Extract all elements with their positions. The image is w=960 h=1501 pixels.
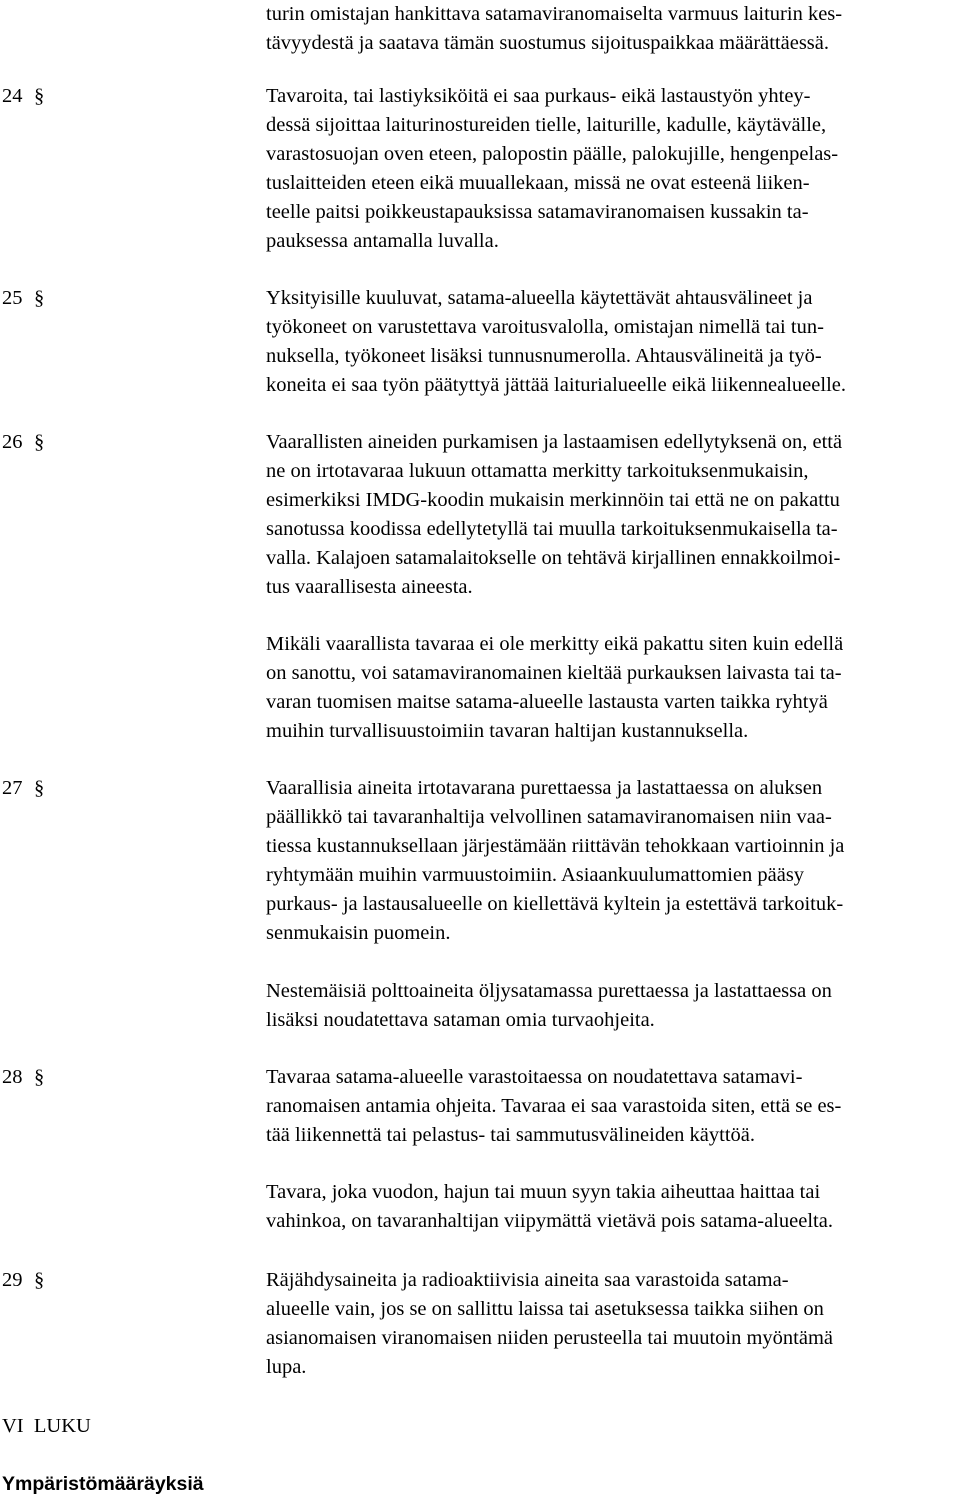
section-sign: §	[34, 431, 45, 453]
paragraph-line: päällikkö tai tavaranhaltija velvollinen satamaviranomaisen niin vaa-	[266, 806, 832, 828]
paragraph-line: ryhtymään muihin varmuustoimiin. Asiaankuulumattomien pääsy	[266, 864, 805, 886]
paragraph-line: pauksessa antamalla luvalla.	[266, 230, 499, 252]
paragraph-line: turin omistajan hankittava satamaviranomaiselta varmuus laiturin kes-	[266, 3, 843, 25]
paragraph-line: ne on irtotavaraa lukuun ottamatta merkitty tarkoituksenmukaisin,	[266, 460, 809, 482]
section-number: 29	[2, 1269, 23, 1291]
section-number: 27	[2, 777, 23, 799]
paragraph-line: ranomaisen antamia ohjeita. Tavaraa ei saa varastoida siten, että se es-	[266, 1095, 842, 1117]
paragraph-line: muihin turvallisuustoimiin tavaran haltijan kustannuksella.	[266, 720, 749, 742]
paragraph-line: tiessa kustannuksellaan järjestämään riittävän tehokkaan vartioinnin ja	[266, 835, 845, 857]
paragraph-line: dessä sijoittaa laiturinostureiden tielle, laiturille, kadulle, käytävälle,	[266, 114, 827, 136]
paragraph-line: työkoneet on varustettava varoitusvalolla, omistajan nimellä tai tun-	[266, 316, 824, 338]
section-number: 28	[2, 1066, 23, 1088]
paragraph-line: tää liikennettä tai pelastus- tai sammutusvälineiden käyttöä.	[266, 1124, 756, 1146]
paragraph-line: teelle paitsi poikkeustapauksissa satamaviranomaisen kussakin ta-	[266, 201, 809, 223]
paragraph-line: esimerkiksi IMDG-koodin mukaisin merkinnöin tai että ne on pakattu	[266, 489, 840, 511]
paragraph-line: tävyydestä ja saatava tämän suostumus sijoituspaikkaa määrättäessä.	[266, 32, 830, 54]
chapter-label: VI LUKU	[2, 1415, 91, 1437]
paragraph-line: asianomaisen viranomaisen niiden perusteella tai muutoin myöntämä	[266, 1327, 834, 1349]
section-number: 24	[2, 85, 23, 107]
paragraph-line: lisäksi noudatettava sataman omia turvaohjeita.	[266, 1009, 655, 1031]
paragraph-line: varan tuomisen maitse satama-alueelle lastausta varten taikka ryhtyä	[266, 691, 828, 713]
paragraph-line: Vaarallisia aineita irtotavarana purettaessa ja lastattaessa on aluksen	[266, 777, 823, 799]
paragraph-line: vahinkoa, on tavaranhaltijan viipymättä vietävä pois satama-alueelta.	[266, 1210, 833, 1232]
paragraph-line: koneita ei saa työn päätyttyä jättää laiturialueelle eikä liikennealueelle.	[266, 374, 846, 396]
section-sign: §	[34, 85, 45, 107]
paragraph-line: alueelle vain, jos se on sallittu laissa tai asetuksessa taikka siihen on	[266, 1298, 824, 1320]
paragraph-line: sanotussa koodissa edellytetyllä tai muulla tarkoituksenmukaisella ta-	[266, 518, 838, 540]
section-sign: §	[34, 1066, 45, 1088]
paragraph-line: tuslaitteiden eteen eikä muuallekaan, missä ne ovat esteenä liiken-	[266, 172, 810, 194]
paragraph-line: Yksityisille kuuluvat, satama-alueella käytettävät ahtausvälineet ja	[266, 287, 813, 309]
paragraph-line: Vaarallisten aineiden purkamisen ja lastaamisen edellytyksenä on, että	[266, 431, 843, 453]
paragraph-line: tus vaarallisesta aineesta.	[266, 576, 473, 598]
section-sign: §	[34, 287, 45, 309]
paragraph-line: Nestemäisiä polttoaineita öljysatamassa purettaessa ja lastattaessa on	[266, 980, 832, 1002]
paragraph-line: on sanottu, voi satamaviranomainen kieltää purkauksen laivasta tai ta-	[266, 662, 842, 684]
paragraph-line: Mikäli vaarallista tavaraa ei ole merkitty eikä pakattu siten kuin edellä	[266, 633, 844, 655]
section-number: 25	[2, 287, 23, 309]
paragraph-line: purkaus- ja lastausalueelle on kiellettävä kyltein ja estettävä tarkoituk-	[266, 893, 844, 915]
section-sign: §	[34, 1269, 45, 1291]
chapter-title: Ympäristömääräyksiä	[2, 1473, 204, 1495]
paragraph-line: nuksella, työkoneet lisäksi tunnusnumerolla. Ahtausvälineitä ja työ-	[266, 345, 822, 367]
paragraph-line: lupa.	[266, 1356, 307, 1378]
section-number: 26	[2, 431, 23, 453]
paragraph-line: valla. Kalajoen satamalaitokselle on tehtävä kirjallinen ennakkoilmoi-	[266, 547, 841, 569]
paragraph-line: Tavaraa satama-alueelle varastoitaessa on noudatettava satamavi-	[266, 1066, 803, 1088]
paragraph-line: Tavara, joka vuodon, hajun tai muun syyn takia aiheuttaa haittaa tai	[266, 1181, 821, 1203]
paragraph-line: senmukaisin puomein.	[266, 922, 451, 944]
paragraph-line: Räjähdysaineita ja radioaktiivisia aineita saa varastoida satama-	[266, 1269, 789, 1291]
paragraph-line: varastosuojan oven eteen, palopostin päälle, palokujille, hengenpelas-	[266, 143, 839, 165]
paragraph-line: Tavaroita, tai lastiyksiköitä ei saa purkaus- eikä lastaustyön yhtey-	[266, 85, 811, 107]
section-sign: §	[34, 777, 45, 799]
